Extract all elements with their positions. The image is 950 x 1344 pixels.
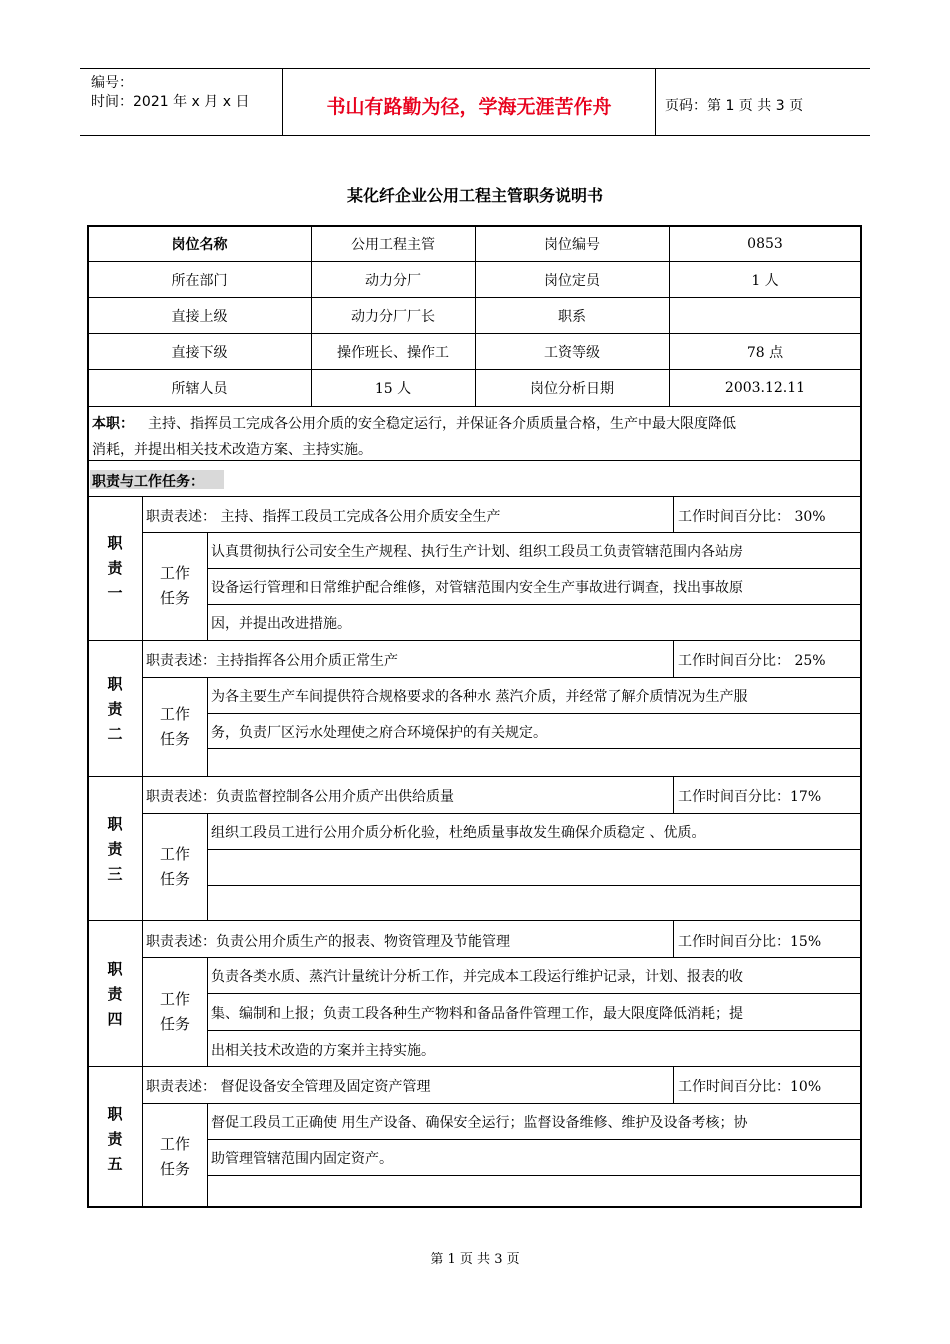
duty5-desc: 职责表述： 督促设备安全管理及固定资产管理 (146, 1079, 431, 1095)
info-value-headcount: 1 人 (751, 272, 779, 289)
duties-header-bottom-line (88, 496, 861, 497)
duty3-task-line-2 (207, 885, 861, 886)
duty3-desc-line (142, 813, 861, 814)
duty5-name (88, 1102, 142, 1177)
duty1-name-char-2: 责 (107, 559, 123, 577)
info-label-position-code: 岗位编号 (544, 236, 600, 253)
duty4-task-label-1: 工作 (159, 990, 190, 1008)
info-label-position-name: 岗位名称 (171, 236, 228, 253)
duty4-bottom-line (88, 1066, 861, 1067)
duty2-pct: 工作时间百分比： 25% (678, 653, 826, 669)
duty2-desc-line (142, 677, 861, 678)
duty3-name-char-2: 责 (107, 840, 123, 858)
duty5-task-1: 督促工段员工正确使 用生产设备、确保安全运行；监督设备维修、维护及设备考核；协 (211, 1115, 748, 1131)
duty2-name-char-3: 二 (107, 725, 123, 743)
duty4-name-char-2: 责 (107, 985, 123, 1003)
benzhi-label: 本职： (92, 416, 134, 432)
info-value-direct-superior: 动力分厂厂长 (351, 308, 435, 325)
info-value-direct-subordinate: 操作班长、操作工 (337, 344, 449, 361)
header-divider-left (282, 68, 283, 136)
duty1-pct-divider (673, 497, 674, 532)
duty3-pct: 工作时间百分比：17% (678, 789, 822, 805)
duty4-task-line-1 (207, 993, 861, 994)
duty2-task-label (142, 702, 208, 752)
duty2-task-2: 务，负责厂区污水处理使之府合环境保护的有关规定。 (211, 725, 547, 741)
duty4-name (88, 957, 142, 1032)
duty1-name (88, 531, 142, 606)
info-value-salary-grade: 78 点 (746, 344, 784, 361)
duty4-name-char-1: 职 (107, 960, 123, 978)
duty4-task-line-2 (207, 1030, 861, 1031)
duty5-name-char-3: 五 (107, 1155, 123, 1173)
duty3-name (88, 812, 142, 887)
header-bottom-rule (80, 135, 870, 136)
duty1-task-line-2 (207, 604, 861, 605)
duty1-task-label-2: 任务 (159, 589, 190, 607)
duty1-bottom-line (88, 640, 861, 641)
duty4-task-label-2: 任务 (159, 1015, 190, 1033)
duty4-task-3: 出相关技术改造的方案并主持实施。 (211, 1043, 435, 1059)
info-row-line-5 (88, 406, 861, 407)
header-page-label: 页码：第 1 页 共 3 页 (665, 98, 804, 114)
info-label-analysis-date: 岗位分析日期 (530, 381, 614, 397)
duty2-desc: 职责表述：主持指挥各公用介质正常生产 (146, 653, 398, 669)
duty1-desc: 职责表述： 主持、指挥工段员工完成各公用介质安全生产 (146, 509, 501, 525)
duty4-task-2: 集、编制和上报；负责工段各种生产物料和备品备件管理工作，最大限度降低消耗；提 (211, 1006, 743, 1022)
info-value-job-family (669, 298, 861, 333)
info-label-job-family: 职系 (558, 308, 586, 325)
duty3-name-char-1: 职 (107, 815, 123, 833)
header-top-rule (80, 68, 870, 69)
duty5-desc-line (142, 1103, 861, 1104)
duty1-name-char-1: 职 (107, 534, 123, 552)
duty1-task-label (142, 561, 208, 611)
duty5-pct: 工作时间百分比：10% (678, 1079, 822, 1095)
duty4-pct: 工作时间百分比：15% (678, 934, 822, 950)
duty3-task-label-2: 任务 (159, 870, 190, 888)
info-value-analysis-date: 2003.12.11 (724, 380, 806, 396)
info-value-position-name: 公用工程主管 (351, 236, 435, 253)
duty2-task-1: 为各主要生产车间提供符合规格要求的各种水 蒸汽介质，并经常了解介质情况为生产服 (211, 689, 748, 705)
duty2-name (88, 672, 142, 747)
duty1-pct: 工作时间百分比： 30% (678, 509, 826, 525)
info-label-salary-grade: 工资等级 (544, 344, 600, 361)
duty2-pct-divider (673, 641, 674, 677)
duty5-task-label-2: 任务 (159, 1160, 190, 1178)
info-label-staff: 所辖人员 (171, 381, 228, 397)
duty5-name-char-1: 职 (107, 1105, 123, 1123)
duty1-task-1: 认真贯彻执行公司安全生产规程、执行生产计划、组织工段员工负责管辖范围内各站房 (211, 544, 743, 560)
duty5-task-label (142, 1132, 208, 1182)
info-label-headcount: 岗位定员 (544, 272, 600, 289)
duty1-task-line-1 (207, 568, 861, 569)
duty3-task-label (142, 842, 208, 892)
duty3-task-label-1: 工作 (159, 845, 190, 863)
info-value-department: 动力分厂 (365, 272, 421, 289)
duty3-pct-divider (673, 777, 674, 813)
duty3-desc: 职责表述：负责监督控制各公用介质产出供给质量 (146, 789, 454, 805)
duty4-pct-divider (673, 921, 674, 957)
benzhi-text-line-1: 主持、指挥员工完成各公用介质的安全稳定运行，并保证各介质质量合格，生产中最大限度降低 (148, 416, 736, 432)
duties-header: 职责与工作任务： (92, 474, 204, 490)
duty1-name-char-3: 一 (107, 584, 123, 602)
benzhi-text-line-2: 消耗，并提出相关技术改造方案、主持实施。 (92, 442, 372, 458)
duty2-task-label-2: 任务 (159, 730, 190, 748)
header-code-label: 编号： (91, 75, 133, 91)
document-title: 某化纤企业公用工程主管职务说明书 (346, 186, 603, 205)
duty5-task-line-1 (207, 1139, 861, 1140)
duty3-name-char-3: 三 (107, 865, 123, 883)
duty4-name-char-3: 四 (107, 1010, 123, 1028)
duty3-bottom-line (88, 920, 861, 921)
duty2-name-char-1: 职 (107, 675, 123, 693)
info-label-department: 所在部门 (171, 272, 228, 289)
duty1-task-3: 因，并提出改进措施。 (211, 616, 351, 632)
duty4-desc: 职责表述：负责公用介质生产的报表、物资管理及节能管理 (146, 934, 510, 950)
duty2-task-label-1: 工作 (159, 705, 190, 723)
duty5-task-label-1: 工作 (159, 1135, 190, 1153)
info-value-staff: 15 人 (374, 381, 412, 397)
duty5-pct-divider (673, 1067, 674, 1103)
duty5-name-char-2: 责 (107, 1130, 123, 1148)
duty2-task-line-2 (207, 748, 861, 749)
duty4-task-1: 负责各类水质、蒸汽计量统计分析工作，并完成本工段运行维护记录，计划、报表的收 (211, 969, 743, 985)
benzhi-bottom-line (88, 460, 861, 461)
info-value-position-code: 0853 (747, 235, 783, 252)
duty1-desc-line (142, 532, 861, 533)
duty4-task-label (142, 987, 208, 1037)
duty5-task-line-2 (207, 1175, 861, 1176)
duty1-task-2: 设备运行管理和日常维护配合维修，对管辖范围内安全生产事故进行调查，找出事故原 (211, 580, 743, 596)
duty3-task-1: 组织工段员工进行公用介质分析化验，杜绝质量事故发生确保介质稳定 、优质。 (211, 825, 706, 841)
header-divider-right (655, 68, 656, 136)
header-time-label: 时间：2021 年 x 月 x 日 (91, 94, 250, 110)
duty5-task-2: 助管理管辖范围内固定资产。 (211, 1151, 393, 1167)
duty2-task-line-1 (207, 713, 861, 714)
info-label-direct-superior: 直接上级 (171, 308, 228, 325)
duty3-task-line-1 (207, 849, 861, 850)
duty2-bottom-line (88, 776, 861, 777)
duty1-task-label-1: 工作 (159, 564, 190, 582)
header-motto: 书山有路勤为径，学海无涯苦作舟 (326, 96, 612, 118)
duty2-name-char-2: 责 (107, 700, 123, 718)
page-footer: 第 1 页 共 3 页 (430, 1252, 520, 1267)
info-label-direct-subordinate: 直接下级 (171, 344, 228, 361)
duty4-desc-line (142, 957, 861, 958)
